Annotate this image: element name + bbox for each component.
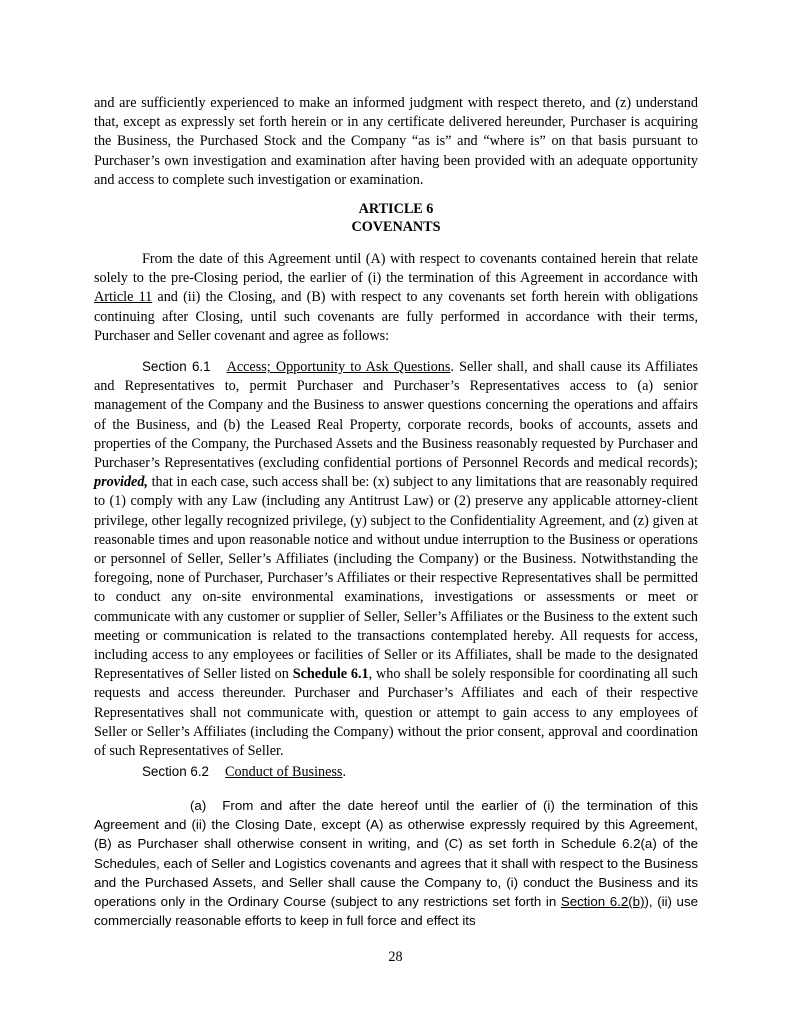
section-6-2-number: Section 6.2 bbox=[142, 764, 209, 779]
subsection-a-text-1: From and after the date hereof until the earlier of (i) the termination of this Agreement and (ii) the Closing Date, except (A) as otherwise expressly required by this Agreement, (B) as Purchaser shall otherwise consent in writing, and (C) as set forth in Schedule 6.2(a) of the Schedules, each of Seller and Logistics covenants and agrees that it shall with respect to the Business and the Purchased Assets, and Seller shall cause the Company to, (i) conduct the Business and its operations only in the Ordinary Course (subject to any restrictions set forth in bbox=[94, 798, 698, 910]
preamble-text-1: From the date of this Agreement until (A) with respect to covenants contained herein that relate solely to the pre-Closing period, the earlier of (i) the termination of this Agreement in accordance with bbox=[94, 251, 698, 287]
intro-paragraph: and are sufficiently experienced to make an informed judgment with respect thereto, and (z) understand that, except as expressly set forth herein or in any certificate delivered hereunder, Purchaser is acquiring the Business, the Purchased Stock and the Company “as is” and “where is” on that basis pursuant to Purchaser’s own investigation and examination after having been provided with an adequate opportunity and access to complete such investigation or examination. bbox=[94, 95, 698, 188]
provided-term: provided, bbox=[94, 474, 148, 491]
article-11-link[interactable]: Article 11 bbox=[94, 289, 153, 306]
schedule-6-1-reference: Schedule 6.1 bbox=[292, 666, 369, 683]
section-6-1-title: Access; Opportunity to Ask Questions bbox=[226, 359, 451, 375]
section-6-1-paragraph bbox=[94, 357, 698, 761]
preamble-text-2: and (ii) the Closing, and (B) with respect to any covenants set forth herein with obligations continuing after Closing, until such covenants are fully performed in accordance with their terms, Purchaser and Seller covenant and agree as follows: bbox=[94, 289, 698, 344]
section-6-1-number: Section 6.1 bbox=[142, 359, 211, 374]
section-6-1-text-1: . Seller shall, and shall cause its Affiliates and Representatives to, permit Purchaser and Purchaser’s Representatives access to (a) senior management of the Company and the Business to answer questions concerning the operations and affairs of the Business, and (b) the Leased Real Property, corporate records, books of accounts, assets and properties of the Company, the Purchased Assets and the Business reasonably requested by Purchaser and Purchaser’s Representatives (excluding confidential portions of Personnel Records and medical records); bbox=[94, 359, 698, 472]
article-number: ARTICLE 6 bbox=[358, 201, 434, 217]
subsection-a-label: (a) bbox=[190, 798, 207, 813]
subsection-a-text-2: ), (ii) use commercially reasonable efforts to keep in full force and effect its bbox=[94, 894, 698, 929]
page-number: 28 bbox=[388, 949, 403, 965]
section-6-2-title: Conduct of Business bbox=[225, 764, 343, 780]
section-6-2b-link[interactable]: Section 6.2(b) bbox=[560, 894, 645, 910]
preamble-paragraph bbox=[94, 250, 698, 346]
section-6-1-text-3: , who shall be solely responsible for coordinating all such requests and access thereunder. Purchaser and Purchaser’s Affiliates and each of their respective Representatives shall not communicate with, question or attempt to gain access to any employees of Seller or Seller’s Affiliates (including the Company) without the prior consent, approval and coordination of such Representatives of Seller. bbox=[94, 666, 698, 760]
section-6-1-text-2: that in each case, such access shall be: (x) subject to any limitations that are reasonably required to (1) comply with any Law (including any Antitrust Law) or (2) preserve any applicable attorney-client privilege, other legally recognized privilege, (y) subject to the Confidentiality Agreement, and (z) given at reasonable times and upon reasonable notice and without undue interruption to the Business or operations or personnel of Seller, Seller’s Affiliates (including the Company) or the Business. Notwithstanding the foregoing, none of Purchaser, Purchaser’s Affiliates or their respective Representatives shall be permitted to conduct any on-site environmental examinations, investigations or assessments or meet or communicate with any customer or supplier of Seller, Seller’s Affiliates or the Business to the extent such meeting or communication is related to the transactions contemplated hereby. All requests for access, including access to any employees or facilities of Seller or its Affiliates, shall be made to the designated Representatives of Seller listed on bbox=[94, 474, 698, 683]
section-6-2-period: . bbox=[342, 764, 346, 780]
section-6-2-heading bbox=[94, 762, 698, 782]
article-title: COVENANTS bbox=[351, 219, 441, 235]
subsection-a-paragraph bbox=[94, 796, 698, 930]
